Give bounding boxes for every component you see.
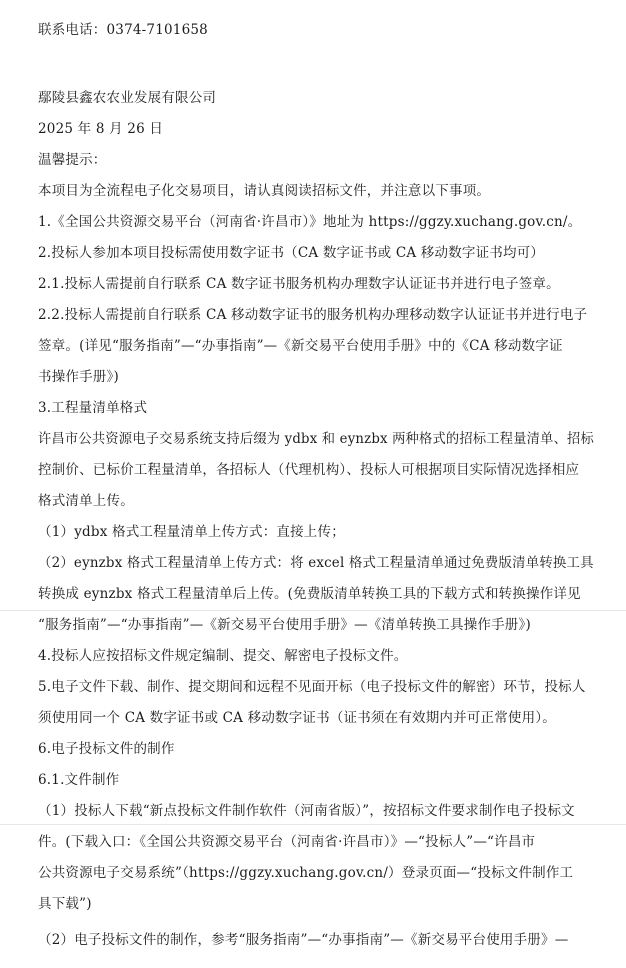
notice-item-5-line-2: 须使用同一个 CA 数字证书或 CA 移动数字证书（证书须在有效期内并可正常使用）。 bbox=[38, 710, 556, 726]
contact-phone-number: 0374-7101658 bbox=[106, 22, 208, 38]
contact-phone bbox=[38, 20, 208, 40]
notice-item-3-2-line-3: “服务指南”—“办事指南”—《新交易平台使用手册》—《清单转换工具操作手册》) bbox=[38, 617, 531, 633]
notice-item-2-2-line-2: 签章。(详见“服务指南”—“办事指南”—《新交易平台使用手册》中的《CA 移动数字证 bbox=[38, 338, 563, 354]
notice-item-1: 1.《全国公共资源交易平台（河南省·许昌市）》地址为 https://ggzy.xuchang.gov.cn/。 bbox=[38, 214, 582, 230]
scan-fold-line bbox=[0, 824, 626, 825]
notice-item-3-2-line-1: （2）eynzbx 格式工程量清单上传方式：将 excel 格式工程量清单通过免费版清单转换工具 bbox=[38, 555, 594, 571]
notice-item-3-body-line-2: 控制价、已标价工程量清单，各招标人（代理机构）、投标人可根据项目实际情况选择相应 bbox=[38, 462, 580, 478]
notice-item-5-line-1: 5.电子文件下载、制作、提交期间和远程不见面开标（电子投标文件的解密）环节，投标人 bbox=[38, 679, 586, 695]
notice-item-6-1-1-line-4: 具下载”) bbox=[38, 896, 92, 912]
contact-phone-label: 联系电话： bbox=[38, 22, 107, 38]
notice-item-6-1-1-line-2: 件。(下载入口：《全国公共资源交易平台（河南省·许昌市）》—“投标人”—“许昌市 bbox=[38, 834, 536, 850]
notice-item-2-1: 2.1.投标人需提前自行联系 CA 数字证书服务机构办理数字认证证书并进行电子签章。 bbox=[38, 276, 560, 292]
notice-item-6-1-1-line-3: 公共资源电子交易系统”（https://ggzy.xuchang.gov.cn/）登录页面—“投标文件制作工 bbox=[38, 865, 574, 881]
notice-item-6-1-1-line-1: （1）投标人下载“新点投标文件制作软件（河南省版）”，按招标文件要求制作电子投标文 bbox=[38, 803, 575, 819]
notice-item-3-heading: 3.工程量清单格式 bbox=[38, 400, 148, 416]
notice-item-4: 4.投标人应按招标文件规定编制、提交、解密电子投标文件。 bbox=[38, 648, 408, 664]
notice-item-2-2-line-3: 书操作手册》) bbox=[38, 369, 119, 385]
notice-heading: 温馨提示： bbox=[38, 152, 107, 168]
notice-item-3-2-line-2: 转换成 eynzbx 格式工程量清单后上传。(免费版清单转换工具的下载方式和转换操作详见 bbox=[38, 586, 581, 602]
notice-item-6-1-2: （2）电子投标文件的制作，参考“服务指南”—“办事指南”—《新交易平台使用手册》— bbox=[38, 932, 569, 948]
notice-item-2-2-line-1: 2.2.投标人需提前自行联系 CA 移动数字证书的服务机构办理移动数字认证证书并进行电子 bbox=[38, 307, 588, 323]
company-name: 鄢陵县鑫农农业发展有限公司 bbox=[38, 90, 217, 106]
notice-item-6-1: 6.1.文件制作 bbox=[38, 772, 120, 788]
notice-item-6: 6.电子投标文件的制作 bbox=[38, 741, 175, 757]
notice-item-3-1: （1）ydbx 格式工程量清单上传方式：直接上传； bbox=[38, 524, 345, 540]
notice-item-3-body-line-1: 许昌市公共资源电子交易系统支持后缀为 ydbx 和 eynzbx 两种格式的招标工程量清单、招标 bbox=[38, 431, 594, 447]
notice-item-3-body-line-3: 格式清单上传。 bbox=[38, 493, 134, 509]
scan-fold-line bbox=[0, 610, 626, 611]
notice-item-2: 2.投标人参加本项目投标需使用数字证书（CA 数字证书或 CA 移动数字证书均可） bbox=[38, 245, 545, 261]
notice-intro: 本项目为全流程电子化交易项目，请认真阅读招标文件，并注意以下事项。 bbox=[38, 183, 491, 199]
issue-date: 2025 年 8 月 26 日 bbox=[38, 121, 164, 137]
